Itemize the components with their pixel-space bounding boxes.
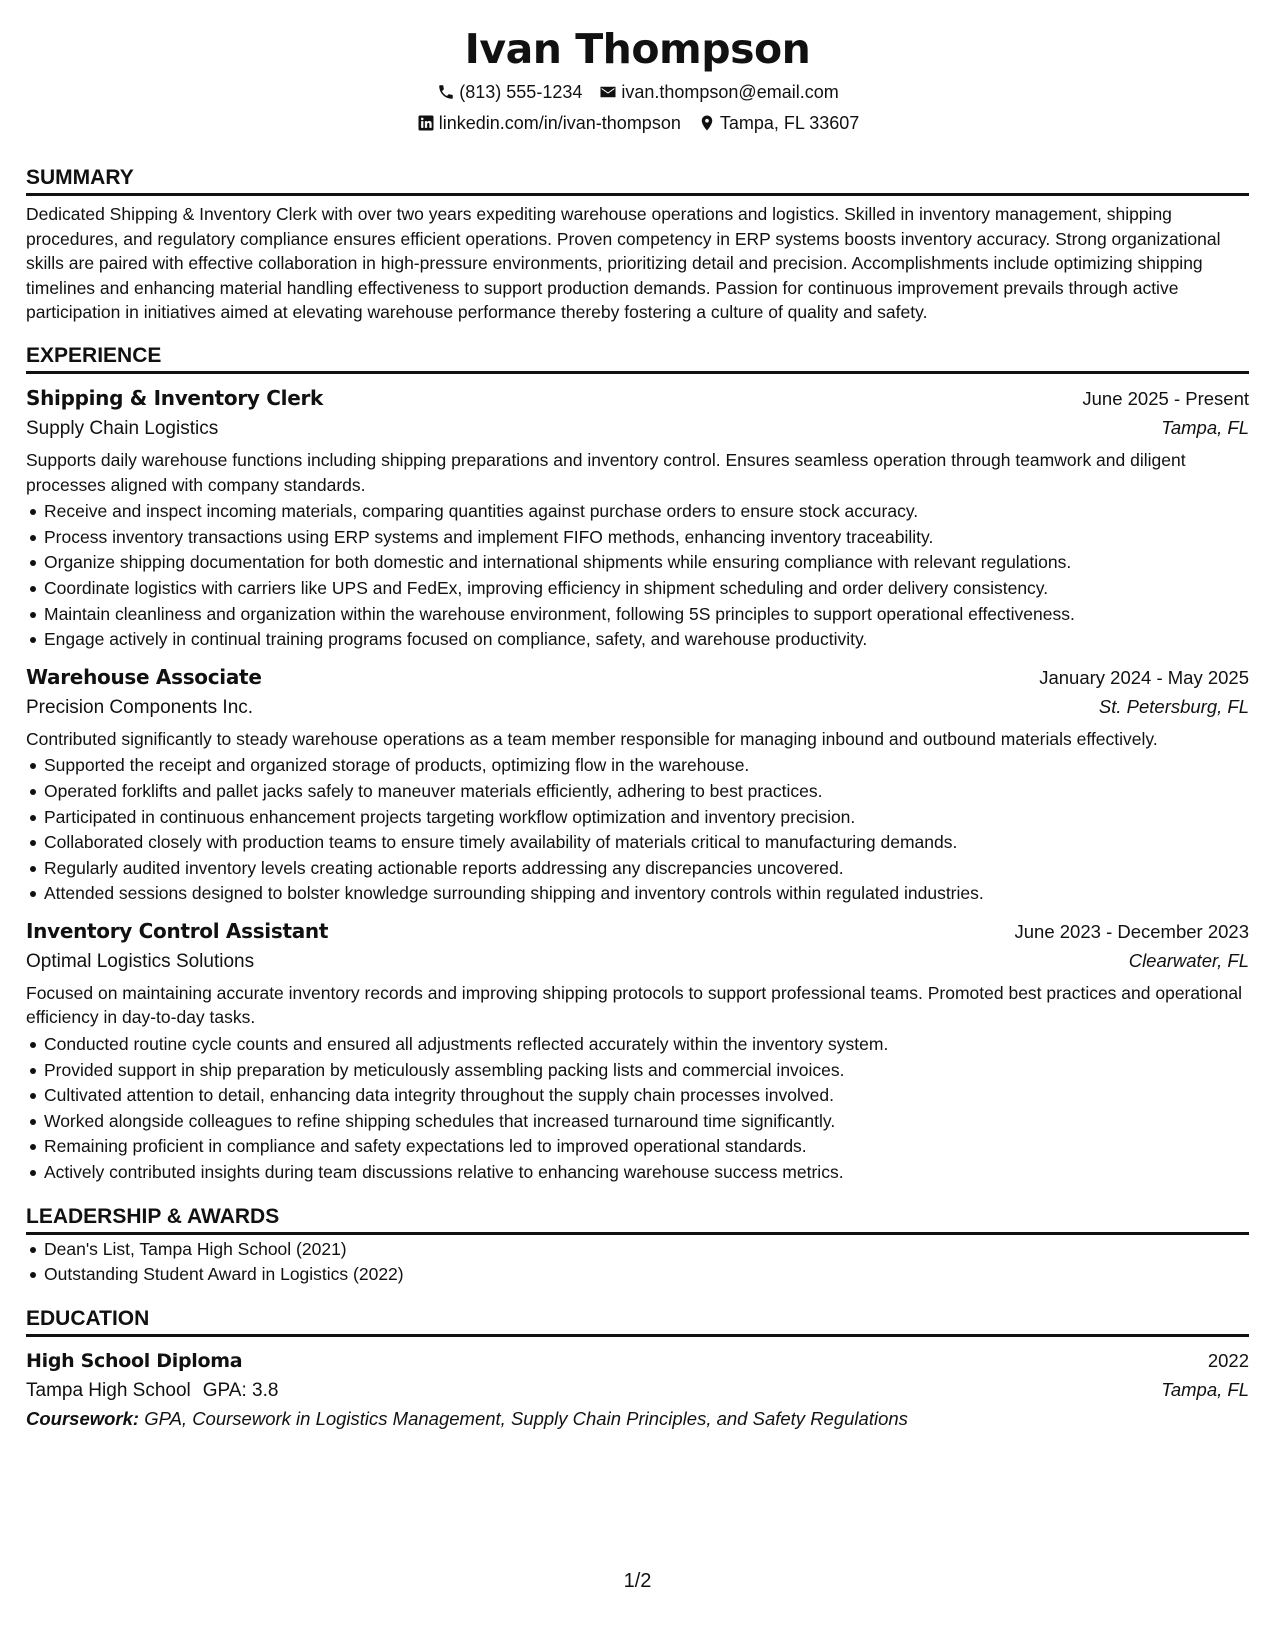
email-text[interactable]: ivan.thompson@email.com <box>621 82 839 102</box>
list-item: Engage actively in continual training programs focused on compliance, safety, and warehouse productivity. <box>26 627 1249 653</box>
linkedin-icon <box>416 113 436 133</box>
phone-icon <box>436 82 456 102</box>
job-description: Focused on maintaining accurate inventory records and improving shipping protocols to support professional teams. Promoted best practices and operational efficiency in day-to-day tasks. <box>26 982 1242 1028</box>
list-item: Actively contributed insights during team discussions relative to enhancing warehouse success metrics. <box>26 1160 1249 1186</box>
list-item: Cultivated attention to detail, enhancing data integrity throughout the supply chain processes involved. <box>26 1083 1249 1109</box>
coursework-text: GPA, Coursework in Logistics Management, Supply Chain Principles, and Safety Regulations <box>144 1407 908 1429</box>
job-dates: June 2025 - Present <box>1082 387 1249 409</box>
map-pin-icon <box>697 113 717 133</box>
list-item: Maintain cleanliness and organization within the warehouse environment, following 5S principles to support operational effectiveness. <box>26 602 1249 628</box>
list-item: Provided support in ship preparation by meticulously assembling packing lists and commercial invoices. <box>26 1058 1249 1084</box>
list-item: Dean's List, Tampa High School (2021) <box>26 1237 1249 1263</box>
job-entry-1 <box>26 384 1249 653</box>
job-title: Warehouse Associate <box>26 664 262 689</box>
list-item: Remaining proficient in compliance and safety expectations led to improved operational standards. <box>26 1134 1249 1160</box>
envelope-icon <box>598 82 618 102</box>
location-text: Tampa, FL 33607 <box>719 113 860 133</box>
job-entry-3 <box>26 917 1249 1186</box>
summary-text: Dedicated Shipping & Inventory Clerk with over two years expediting warehouse operations and logistics. Skilled in inventory management, shipping procedures, and regulatory compliance ensures efficient operations. Proven competency in ERP systems boosts inventory accuracy. Strong organizational skills are paired with effective collaboration in high-pressure environments, prioritizing detail and precision. Accomplishments include optimizing shipping timelines and enhancing material handling effectiveness to support production demands. Passion for continuous improvement prevails through active participation in initiatives aimed at elevating warehouse performance thereby fostering a culture of quality and safety. <box>26 204 1221 323</box>
list-item: Organize shipping documentation for both domestic and international shipments while ensuring compliance with relevant regulations. <box>26 550 1249 576</box>
job-bullets <box>26 753 1249 907</box>
job-location: Tampa, FL <box>1161 416 1249 438</box>
resume-page <box>26 22 1249 1433</box>
contact-row-2 <box>26 111 1249 135</box>
list-item: Supported the receipt and organized storage of products, optimizing flow in the warehouse. <box>26 753 1249 779</box>
graduation-year: 2022 <box>1207 1349 1249 1371</box>
degree: High School Diploma <box>26 1349 243 1372</box>
linkedin-text[interactable]: linkedin.com/in/ivan-thompson <box>438 113 681 133</box>
job-company: Supply Chain Logistics <box>26 417 219 439</box>
summary-heading: SUMMARY <box>26 165 1249 196</box>
list-item: Receive and inspect incoming materials, comparing quantities against purchase orders to ensure stock accuracy. <box>26 499 1249 525</box>
coursework <box>26 1405 1249 1433</box>
job-dates: June 2023 - December 2023 <box>1014 920 1249 942</box>
job-title: Shipping & Inventory Clerk <box>26 385 324 410</box>
job-location: Clearwater, FL <box>1128 949 1249 971</box>
job-bullets <box>26 499 1249 653</box>
education-entry <box>26 1347 1249 1433</box>
contact-phone <box>436 80 582 104</box>
contact-email[interactable] <box>598 80 838 104</box>
awards-list <box>26 1237 1249 1288</box>
list-item: Process inventory transactions using ERP systems and implement FIFO methods, enhancing inventory traceability. <box>26 525 1249 551</box>
contact-location <box>697 111 859 135</box>
job-company: Optimal Logistics Solutions <box>26 950 255 972</box>
list-item: Conducted routine cycle counts and ensured all adjustments reflected accurately within the inventory system. <box>26 1032 1249 1058</box>
contact-linkedin[interactable] <box>416 111 681 135</box>
job-dates: January 2024 - May 2025 <box>1039 666 1249 688</box>
candidate-name: Ivan Thompson <box>464 25 811 73</box>
experience-heading: EXPERIENCE <box>26 343 1249 374</box>
phone-text: (813) 555-1234 <box>459 82 583 102</box>
job-description: Supports daily warehouse functions including shipping preparations and inventory control. Ensures seamless operation through teamwork and diligent processes aligned with company standards. <box>26 449 1186 495</box>
page-number: 1/2 <box>623 1570 652 1592</box>
list-item: Collaborated closely with production teams to ensure timely availability of materials critical to manufacturing demands. <box>26 830 1249 856</box>
job-company: Precision Components Inc. <box>26 696 254 718</box>
list-item: Operated forklifts and pallet jacks safely to maneuver materials efficiently, adhering to best practices. <box>26 779 1249 805</box>
list-item: Regularly audited inventory levels creating actionable reports addressing any discrepancies uncovered. <box>26 856 1249 882</box>
list-item: Attended sessions designed to bolster knowledge surrounding shipping and inventory controls within regulated industries. <box>26 881 1249 907</box>
awards-heading: LEADERSHIP & AWARDS <box>26 1204 1249 1235</box>
list-item: Outstanding Student Award in Logistics (2022) <box>26 1262 1249 1288</box>
gpa: GPA: 3.8 <box>202 1379 279 1401</box>
school-name: Tampa High School <box>26 1379 191 1401</box>
job-title: Inventory Control Assistant <box>26 918 329 943</box>
job-description: Contributed significantly to steady warehouse operations as a team member responsible for managing inbound and outbound materials effectively. <box>26 728 1158 749</box>
education-heading: EDUCATION <box>26 1306 1249 1337</box>
list-item: Participated in continuous enhancement projects targeting workflow optimization and inventory precision. <box>26 805 1249 831</box>
job-location: St. Petersburg, FL <box>1098 695 1249 717</box>
list-item: Coordinate logistics with carriers like UPS and FedEx, improving efficiency in shipment scheduling and order delivery consistency. <box>26 576 1249 602</box>
school-location: Tampa, FL <box>1161 1378 1249 1400</box>
list-item: Worked alongside colleagues to refine shipping schedules that increased turnaround time significantly. <box>26 1109 1249 1135</box>
job-bullets <box>26 1032 1249 1186</box>
job-entry-2 <box>26 663 1249 907</box>
coursework-label: Coursework: <box>26 1407 140 1429</box>
contact-row-1 <box>26 80 1249 104</box>
